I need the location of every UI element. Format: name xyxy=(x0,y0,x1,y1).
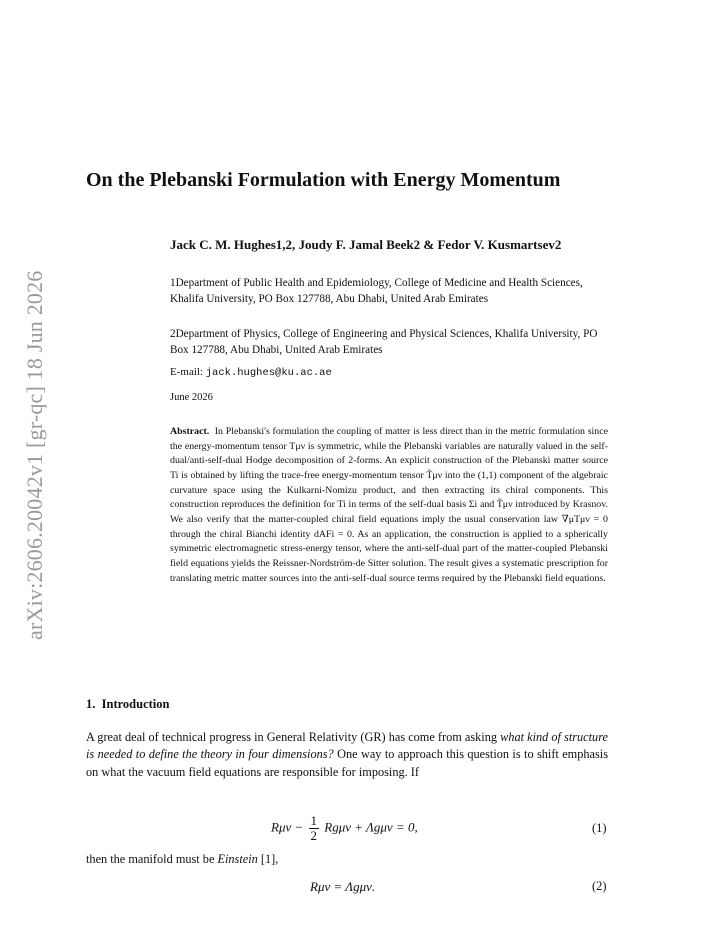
contact-email xyxy=(170,366,332,379)
email-address[interactable]: jack.hughes@ku.ac.ae xyxy=(205,367,332,379)
equation-1 xyxy=(271,814,418,843)
affiliation-1: 1Department of Public Health and Epidemiology, College of Medicine and Health Sciences, Khalifa University, PO Box 127788, Abu Dhabi, United Arab Emirates xyxy=(170,277,583,305)
eq1-rhs: Rgμν + Λgμν = 0, xyxy=(324,819,418,835)
einstein-citation[interactable]: [1], xyxy=(257,852,279,866)
equation-1-number: (1) xyxy=(592,821,607,835)
section-heading xyxy=(86,697,169,712)
affiliation-2: 2Department of Physics, College of Engineering and Physical Sciences, Khalifa University, PO Box 127788, Abu Dhabi, United Arab Emirates xyxy=(170,328,598,356)
abstract-text: In Plebanski's formulation the coupling of matter is less direct than in the metric formulation since the energy-momentum tensor Tμν is symmetric, while the Plebanski variables are naturally valued in the self-dual/anti-self-dual Hodge decomposition of 2-forms. An explicit construction of the Plebanski matter source Ti is obtained by lifting the trace-free energy-momentum tensor T̃μν into the (1,1) component of the algebraic curvature space using the Kulkarni-Nomizu product, and then extracting its chiral components. This construction reproduces the definition for Ti in terms of the self-dual basis Σi and T̃μν introduced by Krasnov. We also verify that the matter-coupled chiral field equations imply the usual conservation law ∇μTμν = 0 through the chiral Bianchi identity dAFi = 0. As an application, the construction is applied to a spherically symmetric electromagnetic stress-energy tensor, where the anti-self-dual part of the matter-coupled Plebanski field equations yields the Reissner-Nordström-de Sitter solution. The result gives a systematic prescription for translating metric matter sources into the anti-self-dual source terms required by the Plebanski field equations. xyxy=(170,426,609,584)
author-list: Jack C. M. Hughes1,2, Joudy F. Jamal Beek2 & Fedor V. Kusmartsev2 xyxy=(170,237,562,252)
intro-text-start: A great deal of technical progress in General Relativity (GR) has come from asking xyxy=(86,730,501,744)
intro-question: what kind of structure is needed to define the theory in four dimensions? xyxy=(86,730,608,762)
einstein-sentence xyxy=(86,852,278,867)
arxiv-identifier: arXiv:2606.20042v1 [gr-qc] 18 Jun 2026 xyxy=(22,270,47,640)
abstract-label: Abstract. xyxy=(170,426,210,437)
publication-date: June 2026 xyxy=(170,392,213,403)
eq1-denominator: 2 xyxy=(310,828,318,843)
eq1-lhs: Rμν − xyxy=(271,819,304,835)
einstein-text-start: then the manifold must be xyxy=(86,852,218,866)
eq1-numerator: 1 xyxy=(310,813,318,828)
abstract xyxy=(170,425,608,586)
intro-text-end: One way to approach this question is to shift emphasis on what the vacuum field equations are responsible for imposing. If xyxy=(86,747,608,779)
equation-2-number: (2) xyxy=(592,879,607,893)
intro-paragraph xyxy=(86,729,608,781)
paper-title: On the Plebanski Formulation with Energy Momentum xyxy=(86,169,561,191)
eq1-fraction xyxy=(309,814,320,843)
email-label: E-mail: xyxy=(170,366,203,378)
section-number: 1. xyxy=(86,697,96,711)
einstein-term: Einstein xyxy=(217,852,258,866)
section-title: Introduction xyxy=(101,697,170,711)
equation-2: Rμν = Λgμν. xyxy=(310,879,376,894)
